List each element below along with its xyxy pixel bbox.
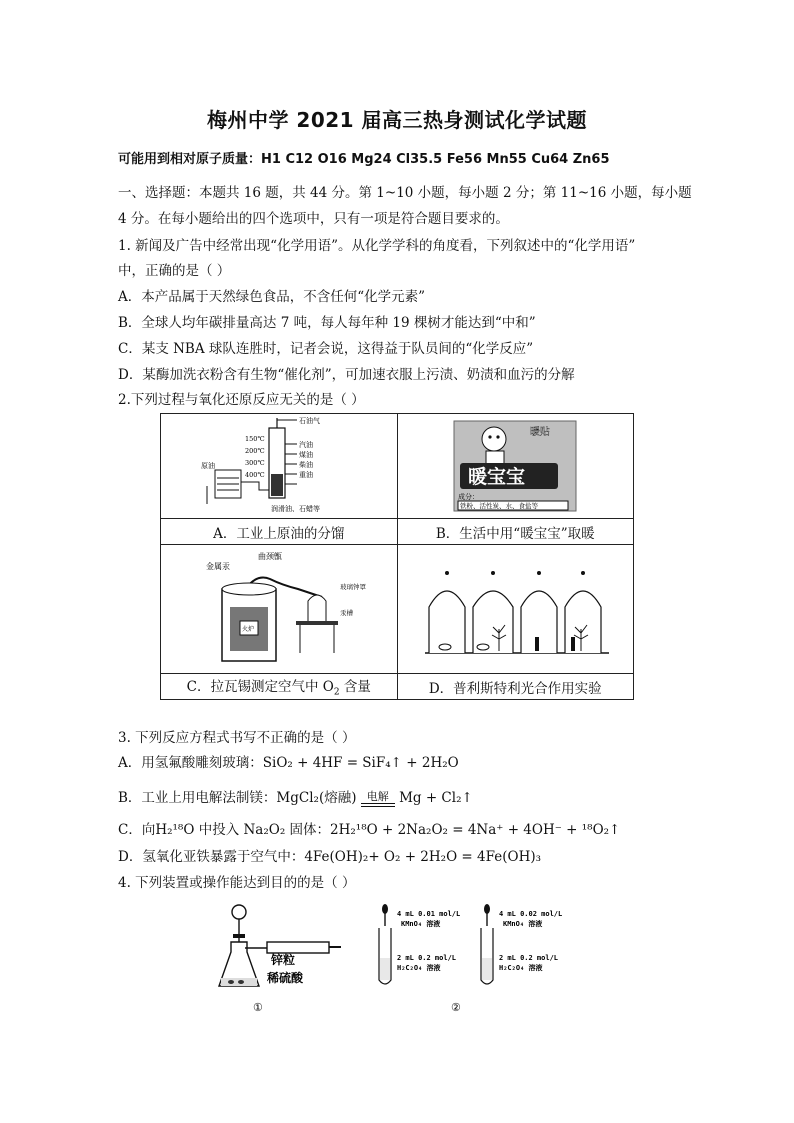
distillation-tower-diagram [179,416,379,516]
label-right-kmno4: KMnO₄ 溶液 [503,920,543,928]
label-400c: 400℃ [244,471,265,479]
label-mercury: 金属汞 [205,562,230,571]
label-bell-jar: 玻璃钟罩 [339,583,366,591]
q2-caption-c [161,674,398,700]
q1-stem-line1: 1. 新闻及广告中经常出现“化学用语”。从化学学科的角度看，下列叙述中的“化学用语” [118,238,636,254]
label-diesel: 柴油 [298,461,313,469]
figure-number-2: ② [451,1001,461,1014]
label-gas: 石油气 [298,417,320,425]
q2-figure-c [161,545,398,674]
label-left-oxalic-conc: 2 mL 0.2 mol/L [397,954,457,962]
section-intro-line1: 一、选择题：本题共 16 题，共 44 分。第 1~10 小题，每小题 2 分；第 11~16 小题，每小题 [118,185,692,201]
q3-stem: 3. 下列反应方程式书写不正确的是（ ） [118,730,356,746]
q1-option-a: A．本产品属于天然绿色食品，不含任何“化学元素” [118,289,426,305]
q3-option-b-lhs: B．工业上用电解法制镁：MgCl₂(熔融) [118,790,357,806]
q3-option-d: D．氢氧化亚铁暴露于空气中：4Fe(OH)₂+ O₂ + 2H₂O = 4Fe(OH)₃ [118,849,542,865]
q3-option-b-rhs: Mg + Cl₂↑ [399,790,473,806]
q2-stem: 2.下列过程与氧化还原反应无关的是（ ） [118,392,365,408]
label-right-oxalic: H₂C₂O₄ 溶液 [499,964,543,972]
q3-option-c: C．向H₂¹⁸O 中投入 Na₂O₂ 固体：2H₂¹⁸O + 2Na₂O₂ = 4Na⁺ + 4OH⁻ + ¹⁸O₂↑ [118,822,621,838]
label-brand: 暖宝宝 [468,466,526,488]
label-tag: 暖贴 [530,427,551,438]
section-intro-line2: 4 分。在每小题给出的四个选项中，只有一项是符合题目要求的。 [118,211,509,227]
q2-figure-b [397,414,634,519]
lavoisier-apparatus [204,549,366,669]
q2-figure-table [160,413,634,700]
label-ingredients: 铁粉、活性炭、水、食盐等 [460,502,539,510]
figure-number-1: ① [253,1001,263,1014]
label-kerosene: 煤油 [298,451,313,459]
label-left-kmno4-conc: 4 mL 0.01 mol/L [397,910,461,918]
label-300c: 300℃ [244,459,265,467]
q2-figure-d [397,545,634,674]
label-zinc: 锌粒 [271,953,296,967]
hand-warmer-image [450,417,580,515]
q1-stem-line2: 中，正确的是（ ） [118,263,231,279]
label-gasoline: 汽油 [298,441,313,449]
q3-option-b [118,789,473,807]
q2-caption-d: D．普利斯特利光合作用实验 [397,674,634,700]
electrolysis-label: 电解 [366,789,389,803]
priestley-bell-jars [415,549,615,669]
page-title: 梅州中学 2021 届高三热身测试化学试题 [206,108,588,132]
label-right-oxalic-conc: 2 mL 0.2 mol/L [499,954,559,962]
q2-caption-a: A．工业上原油的分馏 [161,519,398,545]
label-trough: 汞槽 [339,609,353,617]
caption-c-subscript: 2 [333,687,340,698]
q2-caption-b: B．生活中用“暖宝宝”取暖 [397,519,634,545]
q3-option-a: A．用氢氟酸雕刻玻璃：SiO₂ + 4HF = SiF₄↑ + 2H₂O [118,755,459,771]
q1-option-b: B．全球人均年碳排量高达 7 吨，每人每年种 19 棵树才能达到“中和” [118,315,536,331]
label-furnace: 火炉 [241,626,254,633]
electrolysis-arrow [361,791,395,807]
label-right-kmno4-conc: 4 mL 0.02 mol/L [499,910,563,918]
label-retort: 曲颈甑 [257,552,282,561]
label-left-kmno4: KMnO₄ 溶液 [401,920,441,928]
label-left-oxalic: H₂C₂O₄ 溶液 [397,964,441,972]
atomic-mass-line: 可能用到相对原子质量：H1 C12 O16 Mg24 Cl35.5 Fe56 Mn55 Cu64 Zn65 [118,152,610,167]
label-200c: 200℃ [244,447,265,455]
q2-figure-a [161,414,398,519]
label-residue: 润滑油、石蜡等 [270,505,320,513]
label-composition: 成分： [458,493,480,501]
label-dilute-acid: 稀硫酸 [267,971,304,985]
q1-option-d: D．某酶加洗衣粉含有生物“催化剂”，可加速衣服上污渍、奶渍和血污的分解 [118,367,575,383]
label-crude: 原油 [200,462,215,470]
q4-figure-1 [215,902,355,1017]
q4-stem: 4. 下列装置或操作能达到目的的是（ ） [118,875,356,891]
caption-c-text-tail: 含量 [339,679,371,696]
caption-c-text: C．拉瓦锡测定空气中 O [186,679,334,696]
label-150c: 150℃ [244,435,265,443]
q4-figure-2 [375,902,585,1017]
q1-option-c: C．某支 NBA 球队连胜时，记者会说，这得益于队员间的“化学反应” [118,341,534,357]
label-heavy-oil: 重油 [298,471,313,479]
